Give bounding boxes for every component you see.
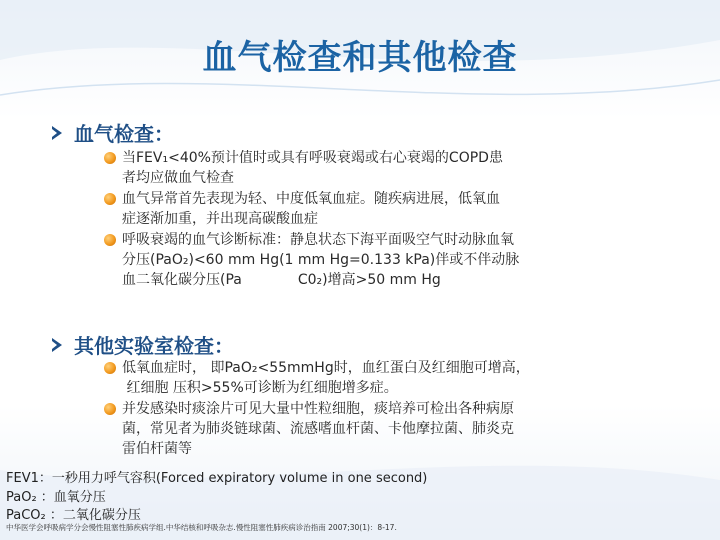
arrow-bullet-icon bbox=[52, 338, 64, 352]
orange-dot-icon bbox=[104, 403, 116, 415]
list-item bbox=[104, 230, 604, 290]
footnote-paco2: PaCO₂ ：二氧化碳分压 bbox=[6, 508, 141, 523]
footnote-fev1: FEV1：一秒用力呼气容积(Forced expiratory volume in one second) bbox=[6, 471, 428, 486]
list-item bbox=[104, 189, 604, 229]
footnote-pao2: PaO₂ ：血氧分压 bbox=[6, 490, 106, 505]
bullet-line: 症逐渐加重，并出现高碳酸血症 bbox=[122, 211, 318, 227]
section-heading-label: 其他实验室检查： bbox=[74, 334, 234, 358]
blood-gas-bullet-list bbox=[104, 148, 604, 291]
list-item bbox=[104, 148, 604, 188]
reference-citation: 中华医学会呼吸病学分会慢性阻塞性肺疾病学组.中华结核和呼吸杂志.慢性阻塞性肺疾病诊治指南 2007;30(1)：8-17. bbox=[6, 523, 397, 532]
list-item bbox=[104, 399, 604, 459]
orange-dot-icon bbox=[104, 362, 116, 374]
bullet-line: 低氧血症时， 即PaO₂<55mmHg时，血红蛋白及红细胞可增高， bbox=[122, 360, 530, 376]
bullet-line: 血二氧化碳分压(Pa C0₂)增高>50 mm Hg bbox=[122, 272, 441, 288]
arrow-bullet-icon bbox=[52, 126, 64, 140]
section-heading-blood-gas bbox=[52, 118, 174, 147]
bullet-line: 菌，常见者为肺炎链球菌、流感嗜血杆菌、卡他摩拉菌、肺炎克 bbox=[122, 421, 514, 437]
bullet-line: 并发感染时痰涂片可见大量中性粒细胞，痰培养可检出各种病原 bbox=[122, 401, 514, 417]
orange-dot-icon bbox=[104, 234, 116, 246]
page-title: 血气检查和其他检查 bbox=[202, 38, 518, 78]
section-heading-other-lab bbox=[52, 330, 234, 359]
other-lab-bullet-list bbox=[104, 358, 604, 460]
orange-dot-icon bbox=[104, 152, 116, 164]
orange-dot-icon bbox=[104, 193, 116, 205]
bullet-line: 当FEV₁<40%预计值时或具有呼吸衰竭或右心衰竭的COPD患 bbox=[122, 150, 503, 166]
bullet-line: 血气异常首先表现为轻、中度低氧血症。随疾病进展，低氧血 bbox=[122, 191, 500, 207]
bullet-line: 红细胞 压积>55%可诊断为红细胞增多症。 bbox=[122, 380, 398, 396]
list-item bbox=[104, 358, 604, 398]
bullet-line: 呼吸衰竭的血气诊断标准：静息状态下海平面吸空气时动脉血氧 bbox=[122, 232, 514, 248]
bullet-line: 者均应做血气检查 bbox=[122, 170, 234, 186]
section-heading-label: 血气检查： bbox=[74, 122, 174, 146]
bullet-line: 分压(PaO₂)<60 mm Hg(1 mm Hg=0.133 kPa)伴或不伴动脉 bbox=[122, 252, 520, 268]
bullet-line: 雷伯杆菌等 bbox=[122, 441, 192, 457]
